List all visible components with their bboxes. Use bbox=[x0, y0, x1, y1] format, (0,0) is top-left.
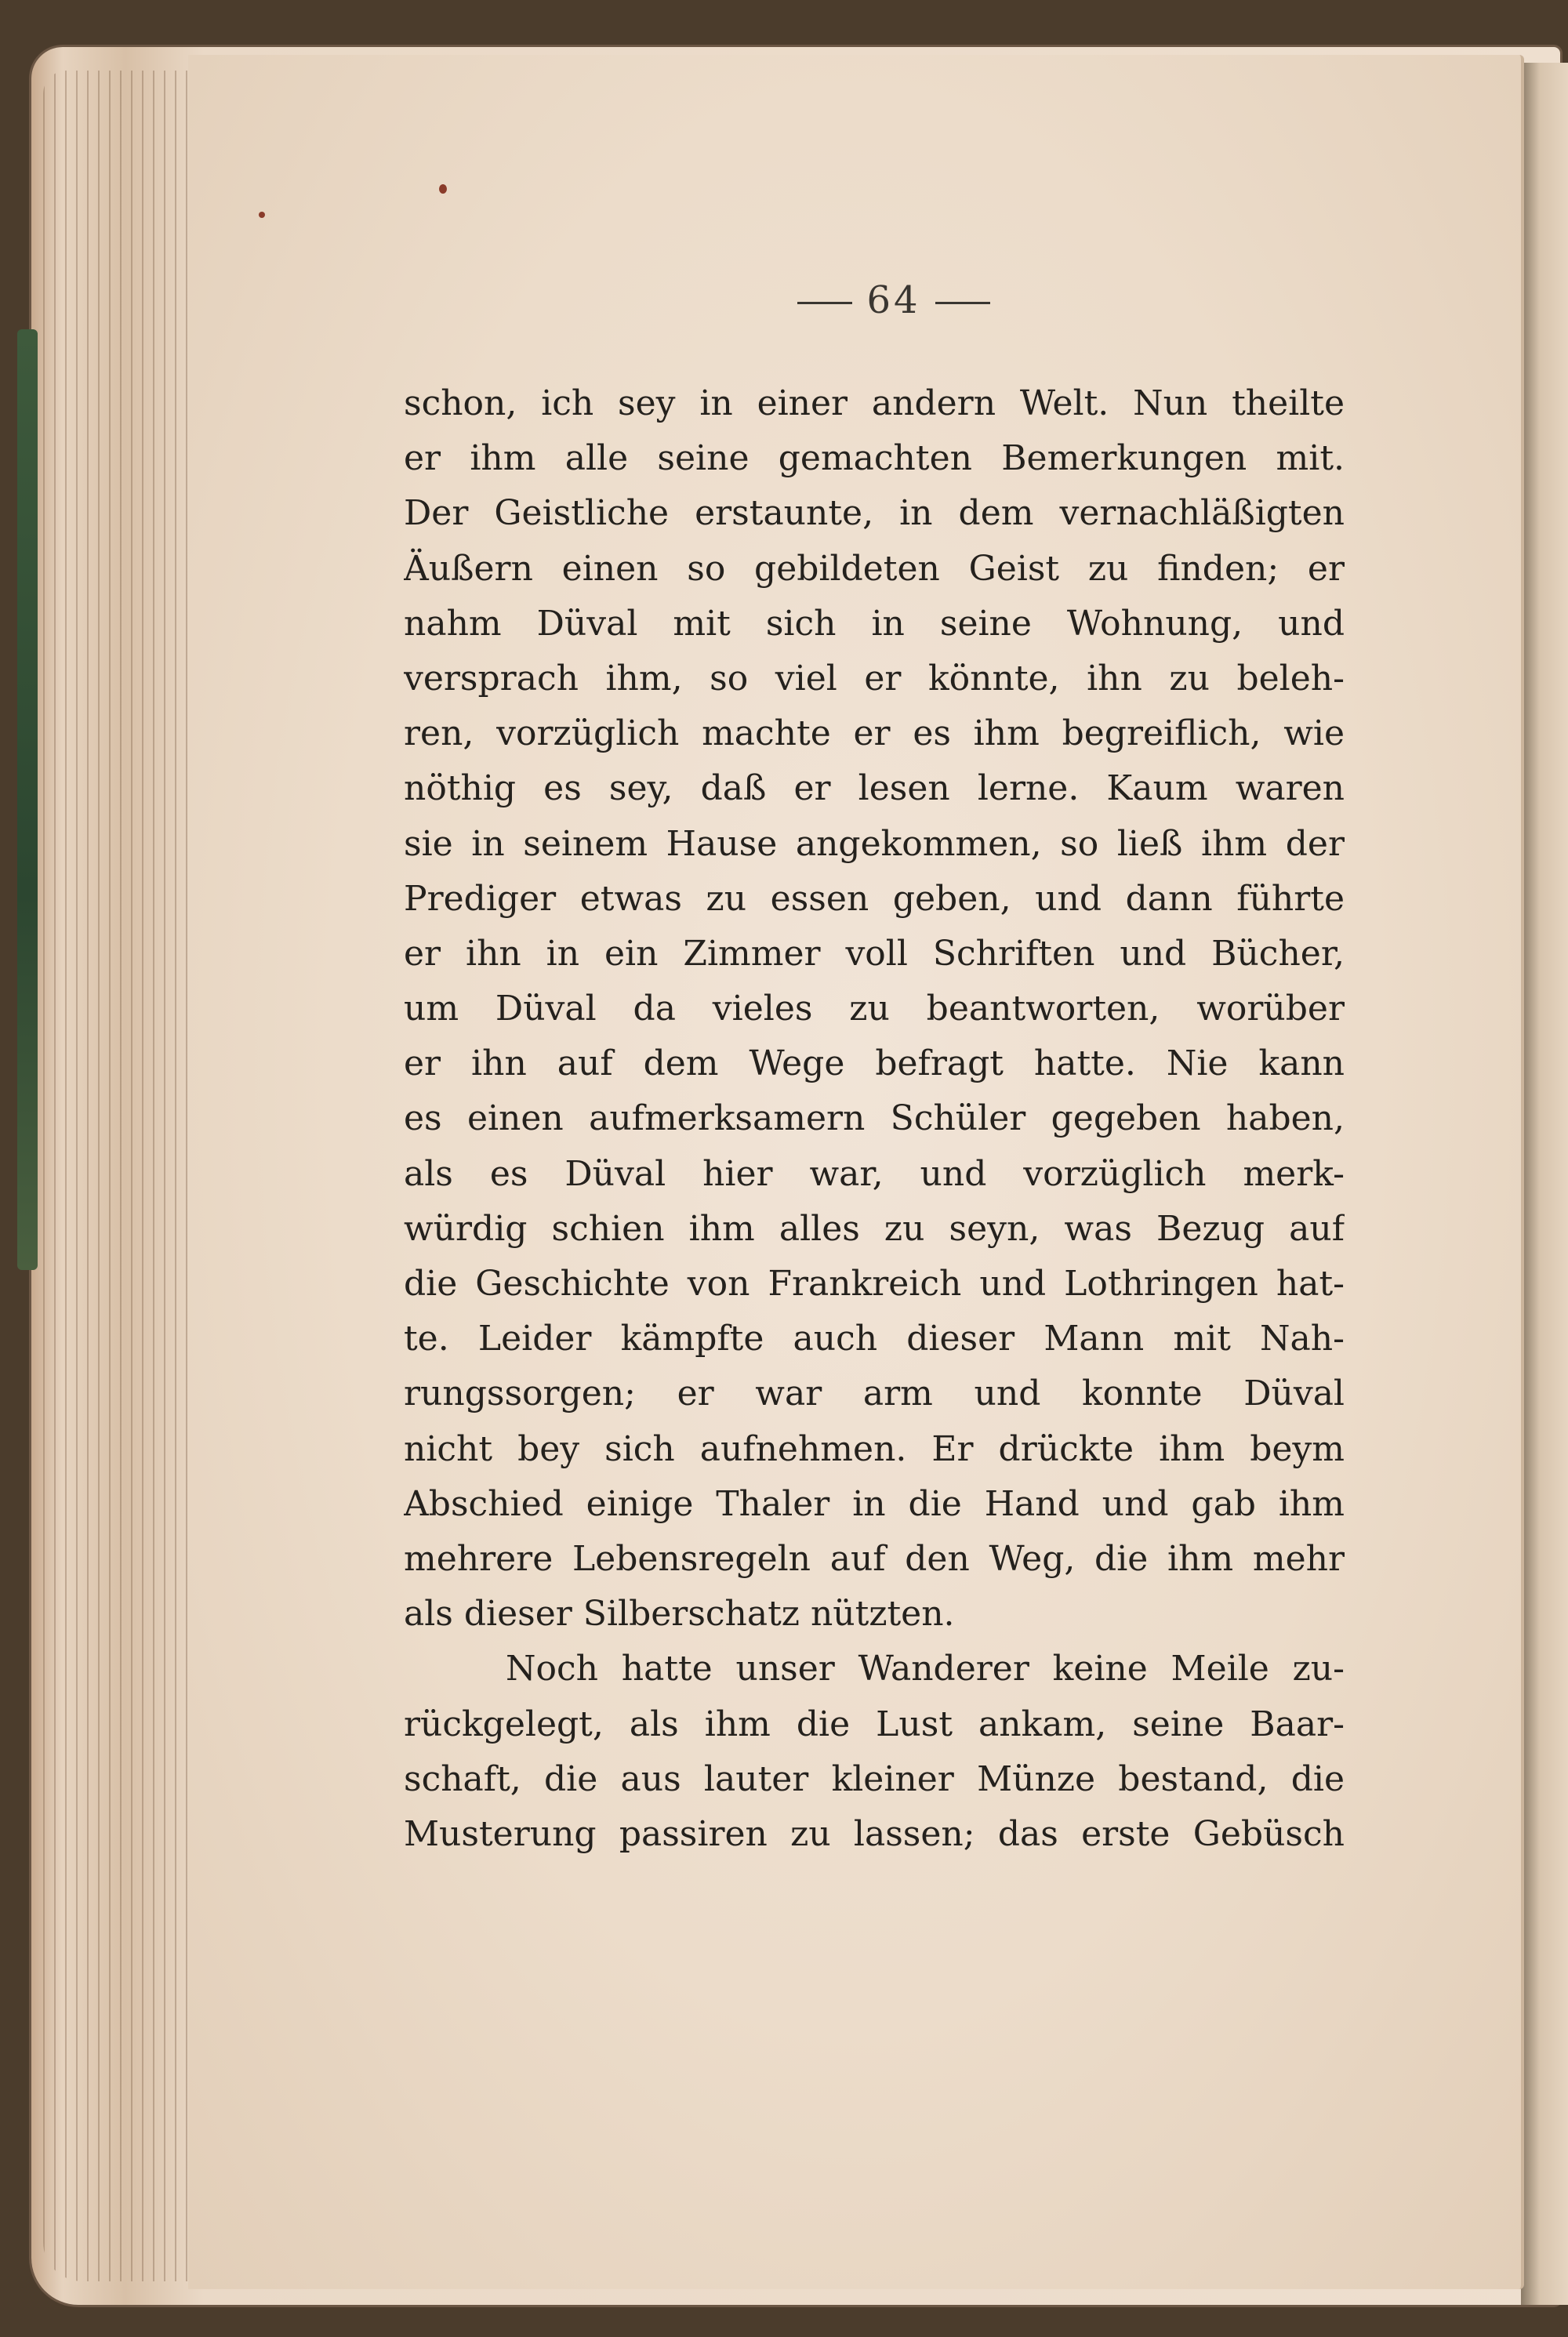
text-line: Prediger etwas zu essen geben, und dann führte bbox=[404, 878, 1345, 919]
text-line: Musterung passiren zu lassen; das erste Gebüsch bbox=[404, 1813, 1345, 1854]
text-line: er ihn auf dem Wege befragt hatte. Nie kann bbox=[404, 1043, 1345, 1084]
book-spine bbox=[17, 329, 38, 1270]
text-line: als es Düval hier war, und vorzüglich merk- bbox=[404, 1153, 1345, 1194]
text-line: es einen aufmerksamern Schüler gegeben haben, bbox=[404, 1098, 1345, 1139]
text-line: schon, ich sey in einer andern Welt. Nun theilte bbox=[404, 383, 1345, 423]
text-line: schaft, die aus lauter kleiner Münze bestand, die bbox=[404, 1758, 1345, 1799]
text-line: Der Geistliche erstaunte, in dem vernachläßigten bbox=[404, 493, 1345, 534]
text-line: nöthig es sey, daß er lesen lerne. Kaum waren bbox=[404, 768, 1345, 809]
dash-left bbox=[797, 302, 852, 304]
ink-spot bbox=[259, 212, 265, 218]
ink-spot bbox=[439, 184, 447, 194]
text-line: Abschied einige Thaler in die Hand und gab ihm bbox=[404, 1483, 1345, 1524]
text-line: die Geschichte von Frankreich und Lothringen hat- bbox=[404, 1264, 1345, 1304]
body-text bbox=[404, 376, 1345, 1862]
text-line: te. Leider kämpfte auch dieser Mann mit Nah- bbox=[404, 1319, 1345, 1359]
text-line-paragraph-start: Noch hatte unser Wanderer keine Meile zu- bbox=[506, 1649, 1345, 1689]
text-line: ren, vorzüglich machte er es ihm begreiflich, wie bbox=[404, 713, 1345, 754]
text-line: mehrere Lebensregeln auf den Weg, die ihm mehr bbox=[404, 1538, 1345, 1579]
text-line: nahm Düval mit sich in seine Wohnung, und bbox=[404, 603, 1345, 644]
text-line: er ihn in ein Zimmer voll Schriften und Bücher, bbox=[404, 933, 1345, 974]
text-line: er ihm alle seine gemachten Bemerkungen mit. bbox=[404, 438, 1345, 479]
text-line-paragraph-end: als dieser Silberschatz nützten. bbox=[404, 1594, 955, 1635]
text-line: rungssorgen; er war arm und konnte Düval bbox=[404, 1374, 1345, 1414]
text-line: Äußern einen so gebildeten Geist zu finden; er bbox=[404, 548, 1345, 589]
dash-right bbox=[935, 302, 990, 304]
text-line: versprach ihm, so viel er könnte, ihn zu beleh- bbox=[404, 658, 1345, 699]
next-page-edge bbox=[1521, 63, 1568, 2305]
text-line: nicht bey sich aufnehmen. Er drückte ihm beym bbox=[404, 1428, 1345, 1469]
page-number bbox=[753, 278, 1035, 322]
text-line: würdig schien ihm alles zu seyn, was Bezug auf bbox=[404, 1208, 1345, 1249]
text-line: rückgelegt, als ihm die Lust ankam, seine Baar- bbox=[404, 1704, 1345, 1744]
text-line: um Düval da vieles zu beantworten, worüber bbox=[404, 989, 1345, 1029]
page-stack-lines bbox=[43, 71, 200, 2281]
page-number-value: 64 bbox=[866, 278, 921, 322]
text-line: sie in seinem Hause angekommen, so ließ ihm der bbox=[404, 823, 1345, 864]
